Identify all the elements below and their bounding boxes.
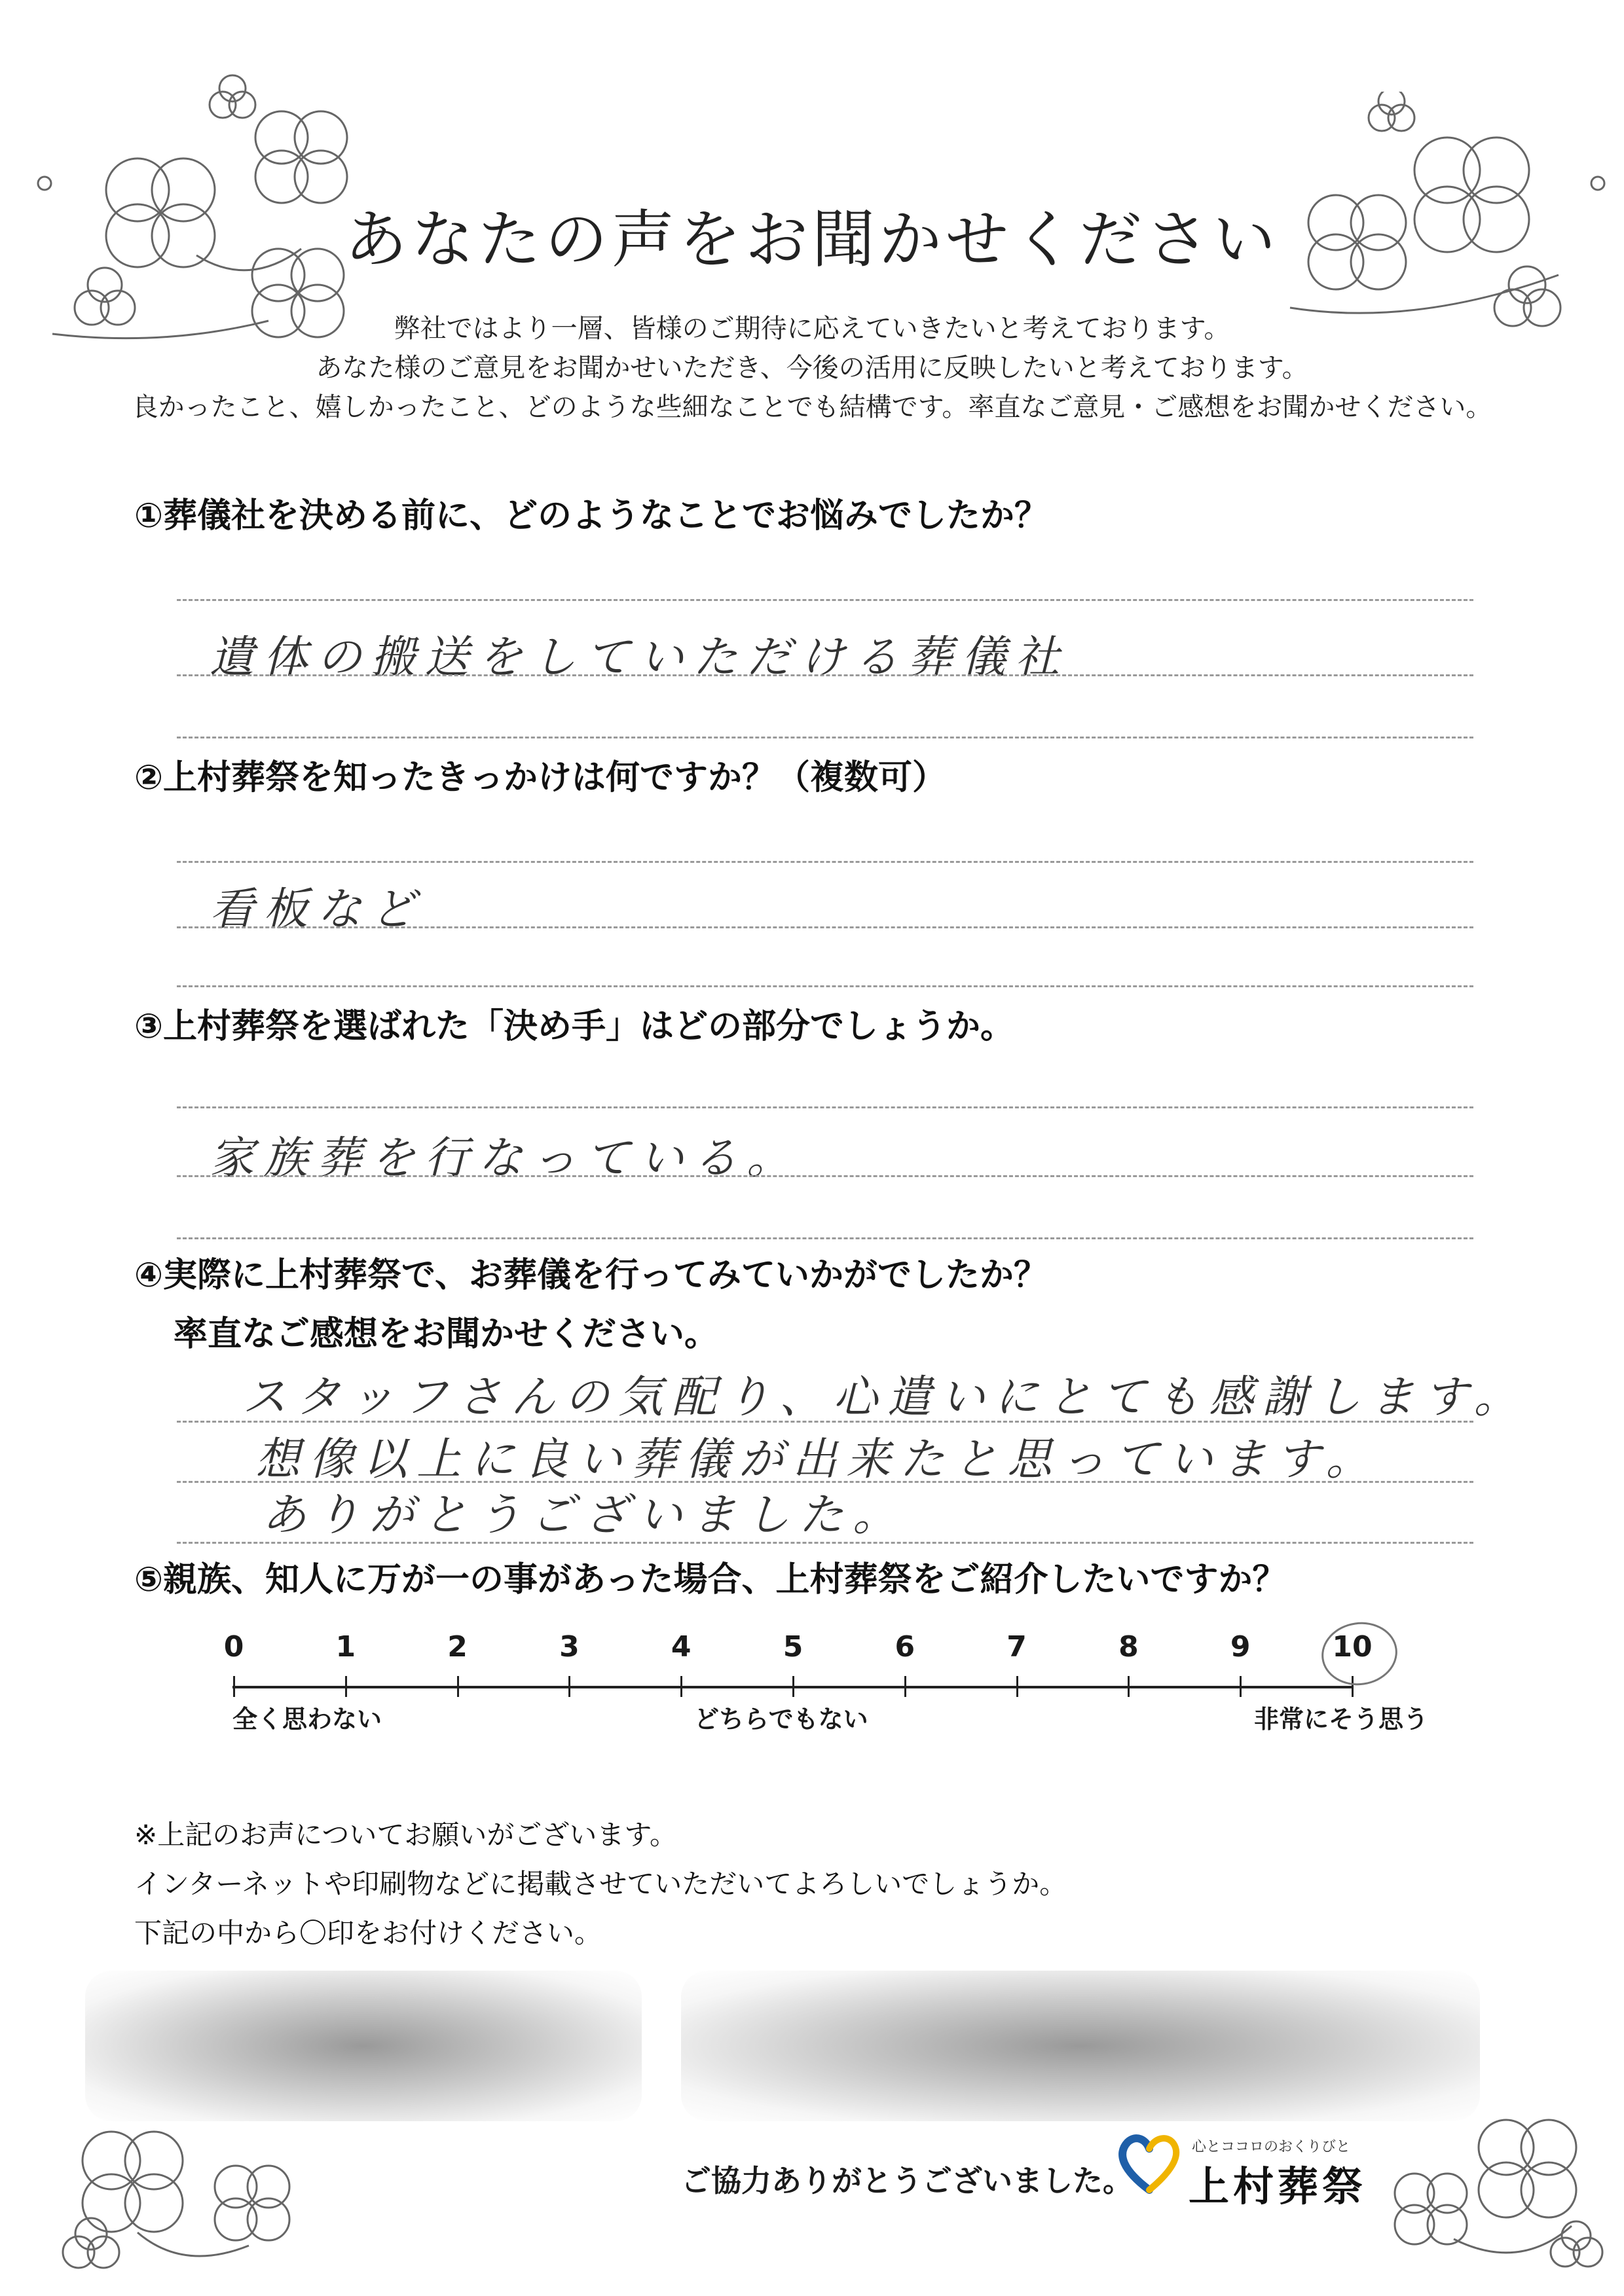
scale-tick-mark-4 [680, 1676, 682, 1697]
selected-rating-circle [1318, 1617, 1401, 1690]
page-title: あなたの声をお聞かせください [344, 203, 1280, 276]
scale-tick-label-6[interactable]: 6 [895, 1630, 915, 1664]
clover-decoration-bottom-right [1375, 2075, 1611, 2285]
logo-name: 上村葬祭 [1189, 2162, 1367, 2210]
answer-rule [177, 599, 1473, 601]
clover-decoration-bottom-left [39, 2082, 314, 2291]
notice-line-1: ※上記のお声についてお願いがございます。 [134, 1819, 677, 1851]
question-4-label-line-2: 率直なご感想をお聞かせください。 [174, 1315, 719, 1354]
question-2-label: ②上村葬祭を知ったきっかけは何ですか？（複数可） [134, 758, 947, 797]
answer-rule [177, 1421, 1473, 1423]
logo-tagline: 心とココロのおくりびと [1192, 2139, 1351, 2155]
answer-rule [177, 1237, 1473, 1239]
scale-tick-label-10[interactable]: 10 [1332, 1630, 1373, 1664]
scale-tick-label-9[interactable]: 9 [1230, 1630, 1251, 1664]
scale-low-label: 全く思わない [232, 1705, 382, 1734]
thanks-message: ご協力ありがとうございました。 [681, 2163, 1133, 2198]
answer-rule [177, 1175, 1473, 1177]
scale-tick-label-4[interactable]: 4 [671, 1630, 692, 1664]
question-1-label: ①葬儀社を決める前に、どのようなことでお悩みでしたか？ [134, 496, 1049, 536]
question-4-answer-line-2[interactable]: 想像以上に良い葬儀が出来たと思っています。 [255, 1434, 1380, 1485]
scale-tick-label-3[interactable]: 3 [559, 1630, 580, 1664]
answer-rule [177, 674, 1473, 676]
redacted-region-right [681, 1971, 1480, 2121]
question-2-answer[interactable]: 看板など [210, 884, 425, 936]
scale-tick-mark-7 [1016, 1676, 1018, 1697]
question-4-answer-line-1[interactable]: スタッフさんの気配り、心遣いにとても感謝します。 [242, 1372, 1528, 1423]
notice-line-3: 下記の中から〇印をお付けください。 [134, 1917, 602, 1949]
question-3-label: ③上村葬祭を選ばれた「決め手」はどの部分でしょうか。 [134, 1007, 1015, 1046]
scale-mid-label: どちらでもない [694, 1705, 868, 1734]
answer-rule [177, 985, 1473, 987]
question-1-answer[interactable]: 遺体の搬送をしていただける葬儀社 [210, 632, 1069, 683]
intro-line-1: 弊社ではより一層、皆様のご期待に応えていきたいと考えております。 [394, 314, 1230, 344]
scale-tick-label-0[interactable]: 0 [223, 1630, 244, 1664]
answer-rule [177, 1106, 1473, 1108]
question-4-answer-line-3[interactable]: ありがとうございました。 [262, 1489, 907, 1541]
intro-line-3: 良かったこと、嬉しかったこと、どのような些細なことでも結構です。率直なご意見・ご感想をお聞かせください。 [132, 392, 1492, 422]
heart-logo-icon [1113, 2128, 1185, 2200]
scale-tick-mark-6 [904, 1676, 906, 1697]
scale-tick-mark-9 [1240, 1676, 1242, 1697]
scale-tick-mark-5 [792, 1676, 794, 1697]
scale-tick-label-7[interactable]: 7 [1006, 1630, 1027, 1664]
answer-rule [177, 926, 1473, 928]
notice-line-2: インターネットや印刷物などに掲載させていただいてよろしいでしょうか。 [134, 1868, 1067, 1900]
scale-tick-label-8[interactable]: 8 [1118, 1630, 1139, 1664]
scale-tick-mark-0 [233, 1676, 235, 1697]
scale-tick-label-5[interactable]: 5 [783, 1630, 803, 1664]
question-5-label: ⑤親族、知人に万が一の事があった場合、上村葬祭をご紹介したいですか？ [134, 1560, 1287, 1599]
scale-tick-mark-1 [345, 1676, 347, 1697]
answer-rule [177, 737, 1473, 738]
answer-rule [177, 1542, 1473, 1544]
answer-rule [177, 861, 1473, 863]
scale-tick-label-1[interactable]: 1 [335, 1630, 356, 1664]
scale-tick-mark-2 [457, 1676, 459, 1697]
scale-high-label: 非常にそう思う [1254, 1705, 1429, 1734]
question-3-answer[interactable]: 家族葬を行なっている。 [210, 1133, 801, 1184]
question-4-label: ④実際に上村葬祭で、お葬儀を行ってみていかがでしたか？ [134, 1256, 1048, 1295]
scale-tick-label-2[interactable]: 2 [447, 1630, 468, 1664]
scale-tick-mark-8 [1128, 1676, 1130, 1697]
scale-tick-mark-3 [568, 1676, 570, 1697]
intro-line-2: あなた様のご意見をお聞かせいただき、今後の活用に反映したいと考えております。 [316, 353, 1308, 383]
